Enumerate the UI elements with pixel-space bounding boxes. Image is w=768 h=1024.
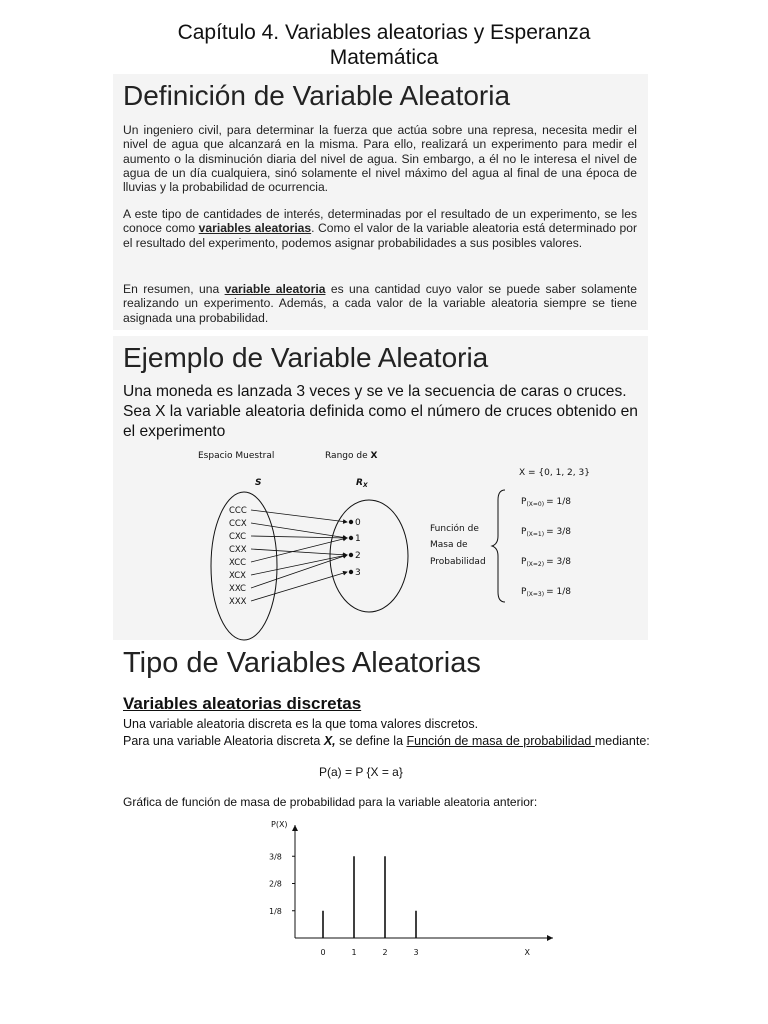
outcome-cxx: CXX [229,545,247,555]
x-tick-label-0: 0 [320,948,326,957]
outcome-xxc: XXC [229,584,246,594]
page-title [0,20,768,70]
paragraph-definition: A este tipo de cantidades de interés, determinadas por el resultado de un experimento, se les conoce como variables aleatorias. Como el valor de la variable aleatoria está determinado por el resultado del experimento, podemos asignar probabilidades a sus posibles valores. [123,207,638,250]
paragraph-summary: En resumen, una variable aleatoria es una cantidad cuyo valor se puede saber solamente realizando un experimento. Además, a cada valor de la variable aleatoria siempre se tiene asignada una probabilidad. [123,282,637,325]
pmf-entry-0: $P_{(X=0)} = 1/8$ [521,497,571,508]
slide-definition [113,74,648,330]
outcome-xcc: XCC [229,558,247,568]
sample-space-label: Espacio Muestral [198,451,275,461]
subheading-discrete: Variables aleatorias discretas [123,694,362,713]
range-symbol: $R_X$ [356,478,368,489]
range-label: Rango de X [325,451,378,461]
section-types [113,645,653,1015]
x-axis-label: X [524,948,530,957]
pmf-brace [492,490,505,602]
page-title-line1: Capítulo 4. Variables aleatorias y Esperanza [177,21,591,44]
y-axis-arrowhead [292,825,298,831]
outcome-ccx: CCX [229,519,247,529]
pmf-label [430,523,486,567]
outcome-ccc: CCC [229,506,247,516]
svg-text:Función de: Función de [430,524,479,534]
outcome-list [229,506,247,607]
paragraph-intro: Un ingeniero civil, para determinar la fuerza que actúa sobre una represa, necesita medir el nivel de agua que alcanzará en la misma. Para ello, realizará un experimento para medir el aumento o la disminución diaria del nivel de agua. Sin embargo, a él no le interesa el nivel de agua de un día cualquiera, sinó solamente el nivel máximo del agua al final de una época de lluvias y la probabilidad de ocurrencia. [123,123,637,195]
mapping-diagram [113,444,648,644]
y-tick-label-3: 3/8 [269,852,282,862]
example-statement: Una moneda es lanzada 3 veces y se ve la secuencia de caras o cruces. Sea X la variable aleatoria definida como el número de cruces obtenido en el experimento [123,383,638,440]
pmf-formula: P(a) = P {X = a} [319,765,403,779]
value-0: 0 [355,518,361,528]
y-axis-label: P(X) [271,820,288,829]
value-2: 2 [355,551,361,561]
discrete-definition: Una variable aleatoria discreta es la que toma valores discretos. [123,717,479,731]
x-tick-label-3: 3 [413,948,419,957]
x-axis-arrowhead [547,935,553,941]
pmf-entry-3: $P_{(X=3)} = 1/8$ [521,587,571,598]
term-variables-aleatorias: variables aleatorias [198,221,312,236]
range-values [349,518,361,578]
page-title-line2: Matemática [329,46,439,69]
outcome-xxx: XXX [229,597,247,607]
svg-text:Masa de: Masa de [430,540,468,550]
section-heading-example: Ejemplo de Variable Aleatoria [123,342,489,373]
y-tick-label-1: 1/8 [269,906,282,916]
range-set-notation: X = {0, 1, 2, 3} [519,468,590,478]
value-3: 3 [355,568,361,578]
slide-example [113,336,648,640]
pmf-entries [521,497,571,598]
x-tick-label-2: 2 [382,948,388,957]
outcome-xcx: XCX [229,571,246,581]
outcome-cxc: CXC [229,532,247,542]
pmf-definition-line: Para una variable Aleatoria discreta X, se define la Función de masa de probabilidad mediante: [123,734,650,748]
pmf-entry-1: $P_{(X=1)} = 3/8$ [521,527,571,538]
pmf-chart [263,817,583,967]
section-heading-types: Tipo de Variables Aleatorias [123,647,481,679]
x-tick-label-1: 1 [351,948,357,957]
term-variable-aleatoria: variable aleatoria [224,282,326,296]
value-1: 1 [355,534,361,544]
pmf-entry-2: $P_{(X=2)} = 3/8$ [521,557,571,568]
mapping-arrows [251,510,347,601]
section-heading-definition: Definición de Variable Aleatoria [123,80,511,111]
graph-caption: Gráfica de función de masa de probabilidad para la variable aleatoria anterior: [123,795,538,809]
svg-text:Probabilidad: Probabilidad [430,557,486,567]
sample-space-symbol: S [255,478,262,488]
y-tick-label-2: 2/8 [269,879,282,889]
